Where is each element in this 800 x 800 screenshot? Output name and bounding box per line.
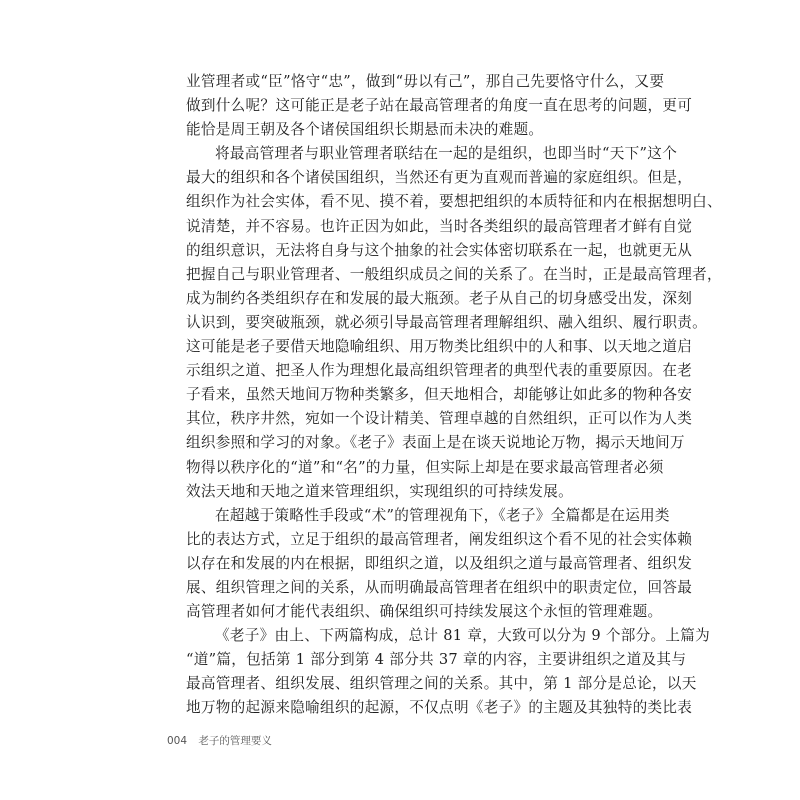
text-line: 的组织意识，无法将自身与这个抽象的社会实体密切联系在一起，也就更无从	[186, 241, 693, 259]
text-line: 《老子》由上、下两篇构成，总计 81 章，大致可以分为 9 个部分。上篇为	[215, 627, 711, 645]
running-title: 老子的管理要义	[198, 735, 272, 747]
text-line: 把握自己与职业管理者、一般组织成员之间的关系了。在当时，正是最高管理者，	[186, 265, 722, 283]
page-number: 004	[167, 735, 188, 747]
text-line: 将最高管理者与职业管理者联结在一起的是组织，也即当时“天下”这个	[215, 145, 678, 163]
text-line: 示组织之道、把圣人作为理想化最高组织管理者的典型代表的重要原因。在老	[186, 362, 693, 380]
text-line: 能恰是周王朝及各个诸侯国组织长期悬而未决的难题。	[186, 121, 544, 139]
text-line: 这可能是老子要借天地隐喻组织、用万物类比组织中的人和事、以天地之道启	[186, 338, 693, 356]
text-line: 组织参照和学习的对象。《老子》表面上是在谈天说地论万物，揭示天地间万	[186, 434, 685, 452]
text-line: 效法天地和天地之道来管理组织，实现组织的可持续发展。	[186, 482, 574, 500]
text-line: 以存在和发展的内在根据，即组织之道，以及组织之道与最高管理者、组织发	[186, 554, 693, 572]
text-line: 认识到，要突破瓶颈，就必须引导最高管理者理解组织、融入组织、履行职责。	[186, 313, 708, 331]
text-line: 成为制约各类组织存在和发展的最大瓶颈。老子从自己的切身感受出发，深刻	[186, 289, 693, 307]
text-line: 最大的组织和各个诸侯国组织，当然还有更为直观而普遍的家庭组织。但是，	[186, 169, 693, 187]
body-text	[186, 70, 722, 721]
text-line: 子看来，虽然天地间万物种类繁多，但天地相合，却能够让如此多的物种各安	[186, 386, 693, 404]
text-line: 做到什么呢？这可能正是老子站在最高管理者的角度一直在思考的问题，更可	[186, 97, 693, 115]
text-line: 组织作为社会实体，看不见、摸不着，要想把组织的本质特征和内在根据想明白、	[186, 193, 722, 211]
text-line: 物得以秩序化的“道”和“名”的力量，但实际上却是在要求最高管理者必须	[186, 458, 664, 476]
text-line: 展、组织管理之间的关系，从而明确最高管理者在组织中的职责定位，回答最	[186, 578, 693, 596]
text-line: 地万物的起源来隐喻组织的起源，不仅点明《老子》的主题及其独特的类比表	[186, 699, 693, 717]
text-line: 其位，秩序井然，宛如一个设计精美、管理卓越的自然组织，正可以作为人类	[186, 410, 693, 428]
text-line: 高管理者如何才能代表组织、确保组织可持续发展这个永恒的管理难题。	[186, 603, 663, 621]
text-line: 比的表达方式，立足于组织的最高管理者，阐发组织这个看不见的社会实体赖	[186, 530, 693, 548]
text-line: 在超越于策略性手段或“术”的管理视角下，《老子》全篇都是在运用类	[215, 506, 670, 524]
text-line: “道”篇，包括第 1 部分到第 4 部分共 37 章的内容，主要讲组织之道及其与	[186, 651, 687, 669]
page-footer	[167, 733, 272, 748]
text-line: 说清楚，并不容易。也许正因为如此，当时各类组织的最高管理者才鲜有自觉	[186, 217, 693, 235]
text-line: 业管理者或“臣”恪守“忠”，做到“毋以有己”，那自己先要恪守什么，又要	[186, 73, 665, 90]
text-line: 最高管理者、组织发展、组织管理之间的关系。其中，第 1 部分是总论，以天	[186, 675, 697, 693]
